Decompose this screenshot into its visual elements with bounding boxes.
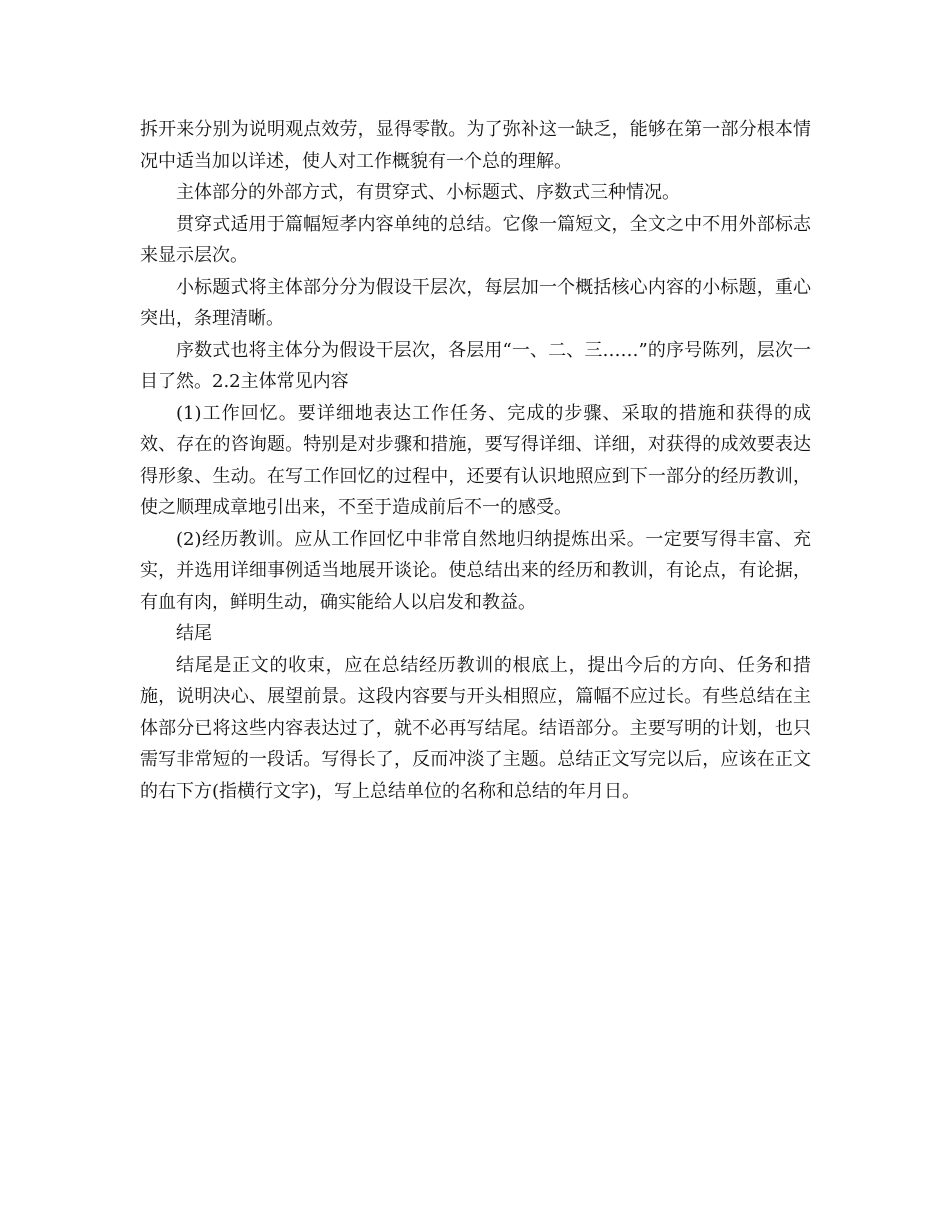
paragraph-continuation: 拆开来分别为说明观点效劳，显得零散。为了弥补这一缺乏，能够在第一部分根本情况中适当加以详述，使人对工作概貌有一个总的理解。 xyxy=(140,119,811,172)
document-body xyxy=(140,114,811,807)
section-heading-ending: 结尾 xyxy=(176,623,212,644)
paragraph-work-review: (1)工作回忆。要详细地表达工作任务、完成的步骤、采取的措施和获得的成效、存在的咨询题。特别是对步骤和措施，要写得详细、详细，对获得的成效要表达得形象、生动。在写工作回忆的过程中，还要有认识地照应到下一部分的经历教训，使之顺理成章地引出来，不至于造成前后不一的感受。 xyxy=(140,402,811,518)
paragraph-main-structure: 主体部分的外部方式，有贯穿式、小标题式、序数式三种情况。 xyxy=(176,182,680,203)
paragraph-numbered-style: 序数式也将主体分为假设干层次，各层用“一、二、三……”的序号陈列，层次一目了然。2.2主体常见内容 xyxy=(140,339,811,392)
paragraph-subheading-style: 小标题式将主体部分分为假设干层次，每层加一个概括核心内容的小标题，重心突出，条理清晰。 xyxy=(140,276,811,329)
paragraph-continuous-style: 贯穿式适用于篇幅短孝内容单纯的总结。它像一篇短文，全文之中不用外部标志来显示层次。 xyxy=(140,213,811,266)
paragraph-ending: 结尾是正文的收束，应在总结经历教训的根底上，提出今后的方向、任务和措施，说明决心、展望前景。这段内容要与开头相照应，篇幅不应过长。有些总结在主体部分已将这些内容表达过了，就不必再写结尾。结语部分。主要写明的计划，也只需写非常短的一段话。写得长了，反而冲淡了主题。总结正文写完以后，应该在正文的右下方(指横行文字)，写上总结单位的名称和总结的年月日。 xyxy=(140,654,811,802)
paragraph-experience-lessons: (2)经历教训。应从工作回忆中非常自然地归纳提炼出采。一定要写得丰富、充实，并选用详细事例适当地展开谈论。使总结出来的经历和教训，有论点，有论据，有血有肉，鲜明生动，确实能给人以启发和教益。 xyxy=(140,528,811,613)
